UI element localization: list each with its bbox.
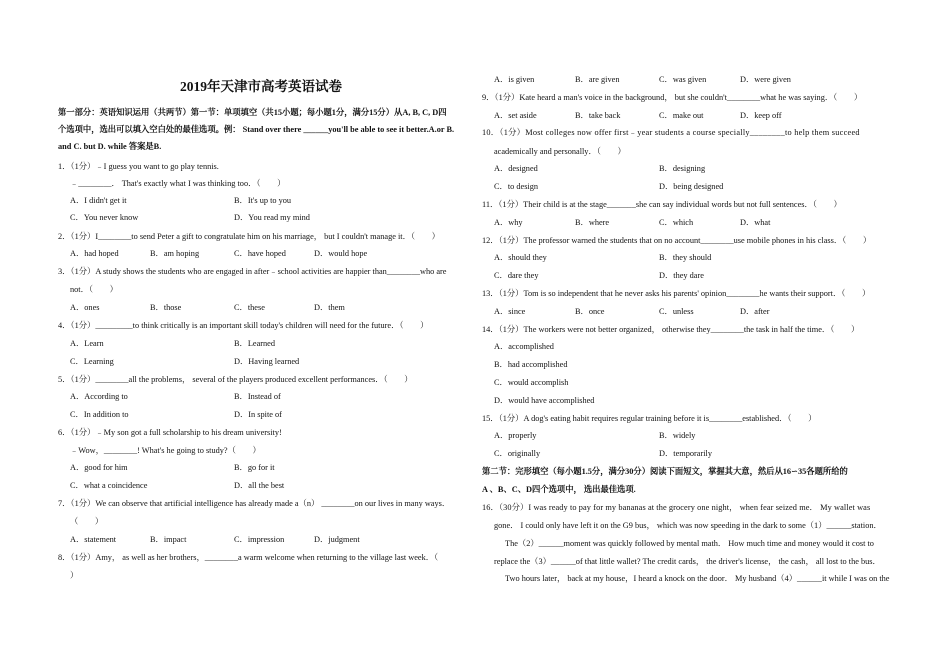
question-15-option-c: C．originally (494, 449, 541, 458)
question-8-option-d: D．were given (740, 75, 791, 84)
page-title: 2019年天津市高考英语试卷 (180, 79, 342, 94)
question-15-option-b: B．widely (659, 431, 696, 440)
question-5-option-b: B．Instead of (234, 392, 281, 401)
question-13-stem: 13．（1分）Tom is so independent that he never asks his parents' opinion________he wants their support．（ ） (482, 289, 871, 298)
question-3-option-d: D．them (314, 303, 345, 312)
question-9-option-a: A．set aside (494, 111, 537, 120)
section1-instructions-line3: and C. but D. while 答案是B. (58, 142, 162, 151)
section2-instructions-line1: 第二节：完形填空（每小题1.5分，满分30分）阅读下面短文，掌握其大意，然后从16∽35各题所给的 (482, 467, 848, 476)
question-10-option-a: A．designed (494, 164, 538, 173)
question-14-option-b: B．had accomplished (494, 360, 568, 369)
question-3-option-a: A．ones (70, 303, 100, 312)
question-4-option-c: C．Learning (70, 357, 114, 366)
question-6-option-a: A．good for him (70, 463, 128, 472)
question-7-option-a: A．statement (70, 535, 117, 544)
question-14-option-a: A．accomplished (494, 342, 554, 351)
question-3-option-b: B．those (150, 303, 182, 312)
passage-line-3: The（2）______moment was quickly followed by mental math． How much time and money would it cost to (505, 539, 874, 548)
question-13-option-b: B．once (575, 307, 605, 316)
question-10-option-d: D．being designed (659, 182, 724, 191)
question-15-stem: 15．（1分）A dog's eating habit requires regular training before it is________established．（ ） (482, 414, 817, 423)
question-2-option-a: A．had hoped (70, 249, 119, 258)
question-15-option-d: D．temporarily (659, 449, 712, 458)
question-8-option-b: B．are given (575, 75, 620, 84)
question-3-option-c: C．these (234, 303, 265, 312)
question-5-option-d: D．In spite of (234, 410, 282, 419)
question-5-stem: 5．（1分）________all the problems， several of the players produced excellent performances．（ ） (58, 375, 413, 384)
question-7-option-b: B．impact (150, 535, 187, 544)
question-6-stem-line2: ﹣Wow，________! What's he going to study?（ ） (70, 446, 261, 455)
question-13-option-c: C．unless (659, 307, 694, 316)
section2-instructions-line2: A 、B、C、D四个选项中， 选出最佳选项. (482, 485, 636, 494)
question-12-option-c: C．dare they (494, 271, 539, 280)
question-1-option-d: D．You read my mind (234, 213, 310, 222)
question-7-stem: 7．（1分）We can observe that artificial intelligence has already made a（n） ________on our lives in many ways． (58, 499, 451, 508)
question-2-stem: 2．（1分）I________to send Peter a gift to congratulate him on his marriage， but I couldn't manage it．（ ） (58, 232, 440, 241)
question-9-option-b: B．take back (575, 111, 621, 120)
section1-instructions-line1: 第一部分：英语知识运用（共两节）第一节：单项填空（共15小题；每小题1分，满分15分）从A, B, C, D四 (58, 108, 447, 117)
question-12-stem: 12．（1分）The professor warned the students that on no account________use mobile phones in his class．（ ） (482, 236, 872, 245)
question-4-option-d: D．Having learned (234, 357, 300, 366)
question-1-option-c: C．You never know (70, 213, 139, 222)
question-11-option-b: B．where (575, 218, 610, 227)
question-7-stem-line2: （ ） (70, 517, 104, 526)
question-8-stem: 8．（1分）Amy， as well as her brothers，________a warm welcome when returning to the village last week．（ (58, 553, 439, 562)
question-11-option-a: A．why (494, 218, 523, 227)
question-2-option-c: C．have hoped (234, 249, 286, 258)
question-8-stem-line2: ） (70, 571, 79, 580)
question-8-option-c: C．was given (659, 75, 707, 84)
question-15-option-a: A．properly (494, 431, 537, 440)
question-6-stem: 6．（1分）﹣My son got a full scholarship to his dream university! (58, 428, 282, 437)
question-1-stem: 1．（1分）﹣I guess you want to go play tennis. (58, 162, 219, 171)
question-9-stem: 9．（1分）Kate heard a man's voice in the background， but she couldn't________what he was saying．（ ） (482, 93, 863, 102)
question-10-stem-line2: academically and personally．（ ） (494, 147, 626, 156)
question-1-stem-line2: ﹣________． That's exactly what I was thinking too．（ ） (70, 179, 286, 188)
passage-line-5: Two hours later， back at my house，I heard a knock on the door． My husband（4）______it while I was on the (505, 574, 890, 583)
question-10-option-c: C．to design (494, 182, 539, 191)
question-6-option-c: C．what a coincidence (70, 481, 148, 490)
question-6-option-b: B．go for it (234, 463, 275, 472)
question-11-stem: 11．（1分）Their child is at the stage_______she can say individual words but not full sentences．（ ） (482, 200, 842, 209)
question-11-option-d: D．what (740, 218, 771, 227)
question-10-stem: 10．（1分）Most colleges now offer first﹣year students a course specially________to help them succeed (482, 128, 860, 137)
question-2-option-b: B．am hoping (150, 249, 200, 258)
question-4-stem: 4．（1分）_________to think critically is an important skill today's children will need for the future．（ ） (58, 321, 429, 330)
question-1-option-b: B．It's up to you (234, 196, 292, 205)
passage-line-1: 16．（30分）I was ready to pay for my bananas at the grocery one night， when fear seized me． My wallet was (482, 503, 871, 512)
question-12-option-b: B．they should (659, 253, 712, 262)
question-5-option-a: A．According to (70, 392, 128, 401)
question-12-option-a: A．should they (494, 253, 547, 262)
question-12-option-d: D．they dare (659, 271, 704, 280)
question-10-option-b: B．designing (659, 164, 706, 173)
passage-line-4: replace the（3）______of that little wallet? The credit cards， the driver's license， the cash， all lost to the bus． (494, 557, 881, 566)
question-7-option-d: D．judgment (314, 535, 360, 544)
question-13-option-a: A．since (494, 307, 526, 316)
question-5-option-c: C．In addition to (70, 410, 129, 419)
question-14-stem: 14．（1分）The workers were not better organized， otherwise they________the task in half the time．（ ） (482, 325, 860, 334)
question-8-option-a: A．is given (494, 75, 535, 84)
question-3-stem: 3．（1分）A study shows the students who are engaged in after﹣school activities are happier than________who are (58, 267, 447, 276)
question-14-option-c: C．would accomplish (494, 378, 569, 387)
question-4-option-b: B．Learned (234, 339, 276, 348)
question-11-option-c: C．which (659, 218, 694, 227)
question-14-option-d: D．would have accomplished (494, 396, 595, 405)
question-13-option-d: D．after (740, 307, 770, 316)
question-4-option-a: A．Learn (70, 339, 104, 348)
passage-line-2: gone． I could only have left it on the G9 bus， which was now speeding in the dark to some（1）______station． (494, 521, 882, 530)
question-9-option-d: D．keep off (740, 111, 782, 120)
question-7-option-c: C．impression (234, 535, 285, 544)
question-2-option-d: D．would hope (314, 249, 368, 258)
question-6-option-d: D．all the best (234, 481, 285, 490)
question-9-option-c: C．make out (659, 111, 704, 120)
question-3-stem-line2: not．（ ） (70, 285, 118, 294)
question-1-option-a: A．I didn't get it (70, 196, 127, 205)
section1-instructions-line2: 个选项中，选出可以填入空白处的最佳选项。例： Stand over there ______you'll be able to see it better.A.or B. (58, 125, 455, 134)
